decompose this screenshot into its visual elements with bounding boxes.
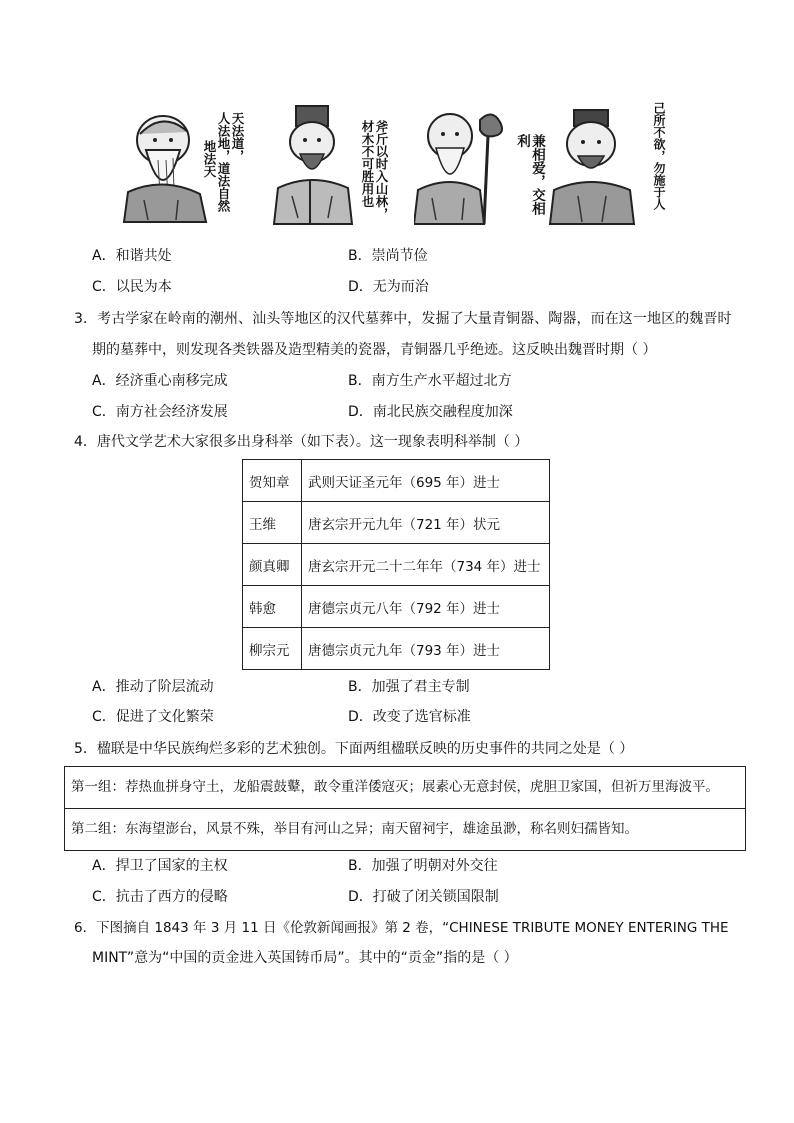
q4-option-a[interactable]: A．推动了阶层流动	[92, 679, 214, 695]
tang-scholars-table	[242, 459, 550, 670]
q2-option-a[interactable]: A．和谐共处	[92, 248, 172, 264]
scholar-exam-info: 武则天证圣元年（695 年）进士	[302, 460, 550, 502]
couplets-box	[64, 766, 746, 851]
scholar-exam-info: 唐玄宗开元二十二年年（734 年）进士	[302, 544, 550, 586]
q4-stem: 4．唐代文学艺术大家很多出身科举（如下表）。这一现象表明科举制（ ）	[74, 434, 529, 450]
laozi-quote-col2: 人法地，道法自然	[216, 112, 231, 212]
q2-option-b[interactable]: B．崇尚节俭	[348, 248, 428, 264]
mencius-quote-col2: 材木不可胜用也	[360, 120, 375, 208]
scholar-exam-info: 唐玄宗开元九年（721 年）状元	[302, 502, 550, 544]
confucius-figure	[548, 100, 668, 228]
confucius-quote: 己所不欲，勿施于人	[652, 102, 666, 210]
couplet-group-2: 第二组：东海望澎台，风景不殊，举目有河山之异；南天留祠宇，雄途虽渺，称名则妇孺皆知。	[65, 808, 745, 850]
q3-option-a[interactable]: A．经济重心南移完成	[92, 373, 228, 389]
mencius-figure	[272, 100, 392, 228]
table-row	[243, 544, 550, 586]
q3-option-b[interactable]: B．南方生产水平超过北方	[348, 373, 512, 389]
q4-option-b[interactable]: B．加强了君主专制	[348, 679, 470, 695]
mencius-portrait	[272, 100, 354, 228]
laozi-quote-col1: 天法道，	[230, 112, 245, 162]
q3-option-d[interactable]: D．南北民族交融程度加深	[348, 404, 513, 420]
scholar-exam-info: 唐德宗贞元九年（793 年）进士	[302, 628, 550, 670]
laozi-portrait	[118, 100, 212, 228]
scholar-name: 贺知章	[243, 460, 302, 502]
mozi-figure	[414, 100, 545, 228]
scholar-name: 韩愈	[243, 586, 302, 628]
q5-option-c[interactable]: C．抗击了西方的侵略	[92, 889, 228, 905]
mencius-quote-col1: 斧斤以时入山林，	[374, 120, 389, 220]
scholar-name: 王维	[243, 502, 302, 544]
q6-stem-line2: MINT”意为“中国的贡金进入英国铸币局”。其中的“贡金”指的是（ ）	[92, 950, 518, 966]
laozi-figure	[118, 100, 248, 228]
q5-option-b[interactable]: B．加强了明朝对外交往	[348, 858, 498, 874]
table-row	[243, 586, 550, 628]
table-row	[243, 628, 550, 670]
q6-stem-line1: 6．下图摘自 1843 年 3 月 11 日《伦敦新闻画报》第 2 卷，“CHINESE TRIBUTE MONEY ENTERING THE	[74, 920, 729, 936]
mozi-portrait	[414, 100, 514, 228]
laozi-quote-col3: 地法天	[202, 140, 217, 178]
scholar-exam-info: 唐德宗贞元八年（792 年）进士	[302, 586, 550, 628]
confucius-portrait	[548, 100, 638, 228]
scholar-name: 颜真卿	[243, 544, 302, 586]
couplet-group-1: 第一组：荐热血拼身守土，龙船震鼓鼙，敢令重洋倭寇灭；展素心无意封侯，虎胆卫家国，但祈万里海波平。	[71, 779, 719, 795]
q4-option-c[interactable]: C．促进了文化繁荣	[92, 709, 214, 725]
mozi-quote: 兼相爱，交相利	[514, 134, 545, 215]
q3-option-c[interactable]: C．南方社会经济发展	[92, 404, 228, 420]
q3-stem-line2: 期的墓葬中，则发现各类铁器及造型精美的瓷器，青铜器几乎绝迹。这反映出魏晋时期（ ）	[92, 342, 657, 358]
table-row	[243, 460, 550, 502]
q4-option-d[interactable]: D．改变了选官标准	[348, 709, 471, 725]
table-row	[243, 502, 550, 544]
q2-option-c[interactable]: C．以民为本	[92, 279, 172, 295]
q3-stem-line1: 3．考古学家在岭南的潮州、汕头等地区的汉代墓葬中，发掘了大量青铜器、陶器，而在这一地区的魏晋时	[74, 311, 732, 327]
scholar-name: 柳宗元	[243, 628, 302, 670]
q2-option-d[interactable]: D．无为而治	[348, 279, 429, 295]
q5-option-d[interactable]: D．打破了闭关锁国限制	[348, 889, 499, 905]
q5-option-a[interactable]: A．捍卫了国家的主权	[92, 858, 228, 874]
q5-stem: 5．楹联是中华民族绚烂多彩的艺术独创。下面两组楹联反映的历史事件的共同之处是（ ）	[74, 741, 634, 757]
